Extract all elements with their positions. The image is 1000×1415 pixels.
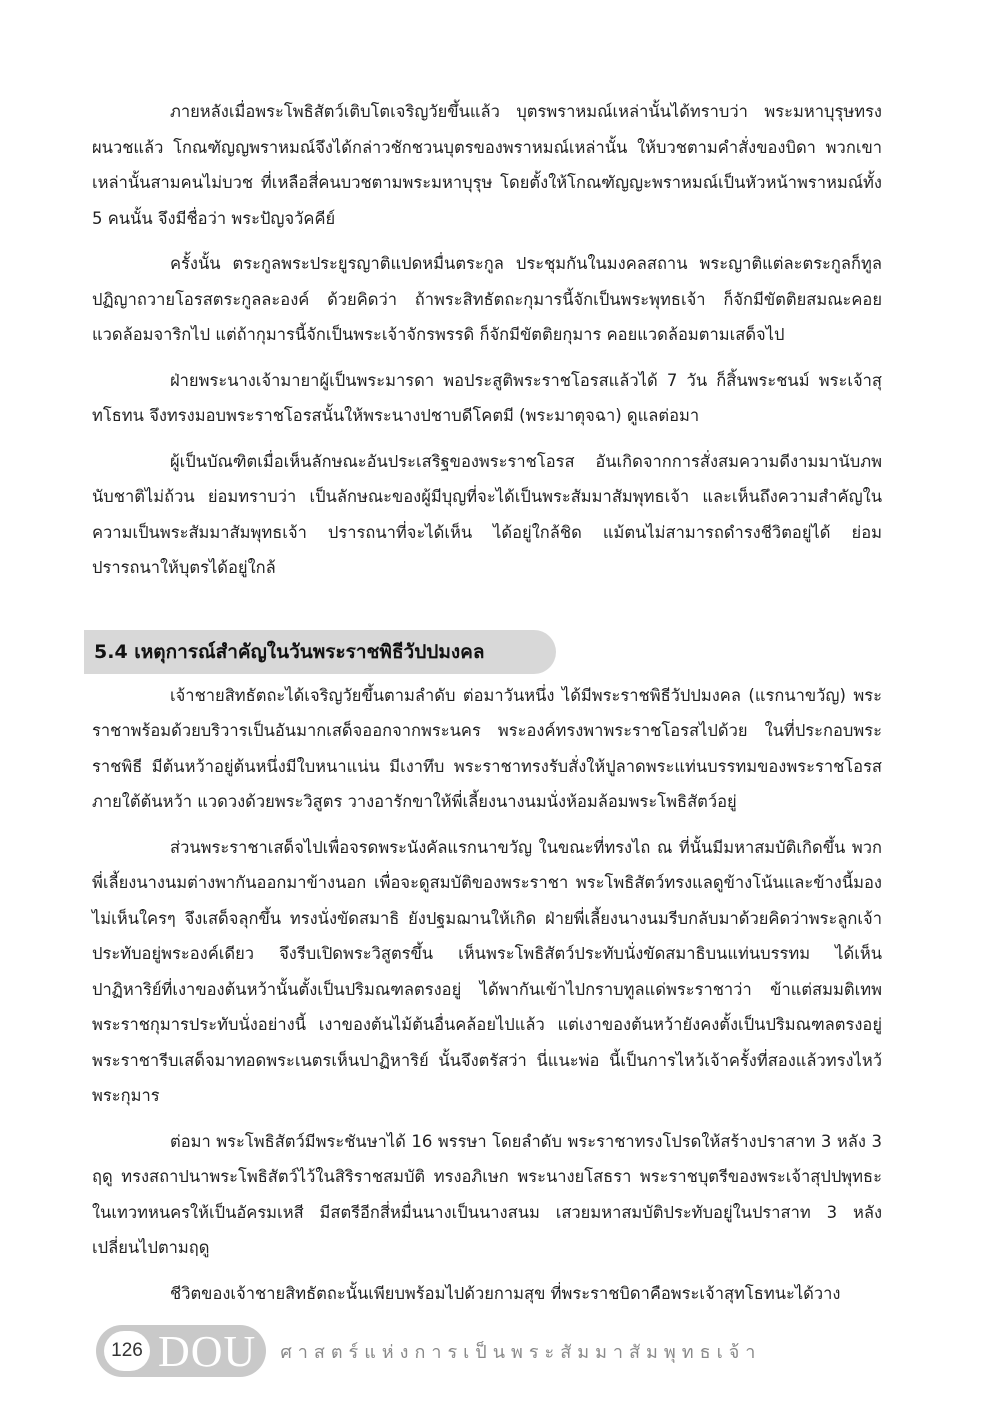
section-heading <box>84 630 556 674</box>
paragraph-sensual-life: ชีวิตของเจ้าชายสิทธัตถะนั้นเพียบพร้อมไปด้วยกามสุข ที่พระราชบิดาคือพระเจ้าสุทโธทนะได้วาง <box>170 1283 841 1303</box>
section-heading-text: 5.4 เหตุการณ์สำคัญในวันพระราชพิธีวัปปมงคล <box>94 640 485 663</box>
paragraph-first-jhana: ส่วนพระราชาเสด็จไปเพื่อจรดพระนังคัลแรกนาขวัญ ในขณะที่ทรงไถ ณ ที่นั้นมีมหาสมบัติเกิดขึ้น พวกพี่เลี้ยงนางนมต่างพากันออกมาข้างนอก เพื่อจะดูสมบัติของพระราชา พระโพธิสัตว์ทรงแลดูข้างโน้นและข้างนี้มองไม่เห็นใครๆ จึงเสด็จลุกขึ้น ทรงนั่งขัดสมาธิ ยังปฐมฌานให้เกิด ฝ่ายพี่เลี้ยงนางนมรีบกลับมาด้วยคิดว่าพระลูกเจ้าประทับอยู่พระองค์เดียว จึงรีบเปิดพระวิสูตรขึ้น เห็นพระโพธิสัตว์ประทับนั่งขัดสมาธิบนแท่นบรรทม ได้เห็นปาฏิหาริย์ที่เงาของต้นหว้านั้นตั้งเป็นปริมณฑลตรงอยู่ ได้พากันเข้าไปกราบทูลแด่พระราชาว่า ข้าแต่สมมติเทพ พระราชกุมารประทับนั่งอย่างนี้ เงาของต้นไม้ต้นอื่นคล้อยไปแล้ว แต่เงาของต้นหว้ายังคงตั้งเป็นปริมณฑลตรงอยู่ พระราชารีบเสด็จมาทอดพระเนตรเห็นปาฏิหาริย์ นั้นจึงตรัสว่า นี่แนะพ่อ นี้เป็นการไหว้เจ้าครั้งที่สองแล้วทรงไหว้พระกุมาร <box>92 837 882 1105</box>
page-content <box>92 94 882 1311</box>
page-footer <box>96 1323 761 1379</box>
running-title: ศาสตร์แห่งการเป็นพระสัมมาสัมพุทธเจ้า <box>280 1341 762 1363</box>
paragraph-three-palaces: ต่อมา พระโพธิสัตว์มีพระชันษาได้ 16 พรรษา โดยลำดับ พระราชาทรงโปรดให้สร้างปราสาท 3 หลัง 3 ฤดู ทรงสถาปนาพระโพธิสัตว์ไว้ในสิริราชสมบัติ ทรงอภิเษก พระนางยโสธรา พระราชบุตรีของพระเจ้าสุปปพุทธะ ในเทวทหนครให้เป็นอัครมเหสี มีสตรีอีกสี่หมื่นนางเป็นนางสนม เสวยมหาสมบัติประทับอยู่ในปราสาท 3 หลัง เปลี่ยนไปตามฤดู <box>92 1131 882 1257</box>
paragraph-lay-disciples: ภายหลังเมื่อพระโพธิสัตว์เติบโตเจริญวัยขึ้นแล้ว บุตรพราหมณ์เหล่านั้นได้ทราบว่า พระมหาบุรุษทรงผนวชแล้ว โกณฑัญญพราหมณ์จึงได้กล่าวชักชวนบุตรของพราหมณ์เหล่านั้น ให้บวชตามคำสั่งของบิดา พวกเขาเหล่านั้นสามคนไม่บวช ที่เหลือสี่คนบวชตามพระมหาบุรุษ โดยตั้งให้โกณฑัญญะพราหมณ์เป็นหัวหน้าพราหมณ์ทั้ง 5 คนนั้น จึงมีชื่อว่า พระปัญจวัคคีย์ <box>92 102 882 228</box>
page-number: 126 <box>104 1331 150 1371</box>
brand-logo-text: DOU <box>158 1326 257 1376</box>
paragraph-wise-ones: ผู้เป็นบัณฑิตเมื่อเห็นลักษณะอันประเสริฐของพระราชโอรส อันเกิดจากการสั่งสมความดีงามมานับภพนับชาติไม่ถ้วน ย่อมทราบว่า เป็นลักษณะของผู้มีบุญที่จะได้เป็นพระสัมมาสัมพุทธเจ้า และเห็นถึงความสำคัญในความเป็นพระสัมมาสัมพุทธเจ้า ปรารถนาที่จะได้เห็น ได้อยู่ใกล้ชิด แม้ตนไม่สามารถดำรงชีวิตอยู่ได้ ย่อมปรารถนาให้บุตรได้อยู่ใกล้ <box>92 451 882 577</box>
footer-badge <box>96 1325 266 1377</box>
paragraph-queen-maya: ฝ่ายพระนางเจ้ามายาผู้เป็นพระมารดา พอประสูติพระราชโอรสแล้วได้ 7 วัน ก็สิ้นพระชนม์ พระเจ้าสุทโธทน จึงทรงมอบพระราชโอรสนั้นให้พระนางปชาบดีโคตมี (พระมาตุจฉา) ดูแลต่อมา <box>92 370 882 425</box>
paragraph-ploughing-ceremony: เจ้าชายสิทธัตถะได้เจริญวัยขึ้นตามลำดับ ต่อมาวันหนึ่ง ได้มีพระราชพิธีวัปปมงคล (แรกนาขวัญ) พระราชาพร้อมด้วยบริวารเป็นอันมากเสด็จออกจากพระนคร พระองค์ทรงพาพระราชโอรสไปด้วย ในที่ประกอบพระราชพิธี มีต้นหว้าอยู่ต้นหนึ่งมีใบหนาแน่น มีเงาทึบ พระราชาทรงรับสั่งให้ปูลาดพระแท่นบรรทมของพระราชโอรส ภายใต้ต้นหว้า แวดวงด้วยพระวิสูตร วางอารักขาให้พี่เลี้ยงนางนมนั่งห้อมล้อมพระโพธิสัตว์อยู่ <box>92 685 882 811</box>
paragraph-relatives-pledge: ครั้งนั้น ตระกูลพระประยูรญาติแปดหมื่นตระกูล ประชุมกันในมงคลสถาน พระญาติแต่ละตระกูลก็ทูลปฏิญาถวายโอรสตระกูลละองค์ ด้วยคิดว่า ถ้าพระสิทธัตถะกุมารนี้จักเป็นพระพุทธเจ้า ก็จักมีขัตติยสมณะคอยแวดล้อมจาริกไป แต่ถ้ากุมารนี้จักเป็นพระเจ้าจักรพรรดิ ก็จักมีขัตติยกุมาร คอยแวดล้อมตามเสด็จไป <box>92 254 882 344</box>
